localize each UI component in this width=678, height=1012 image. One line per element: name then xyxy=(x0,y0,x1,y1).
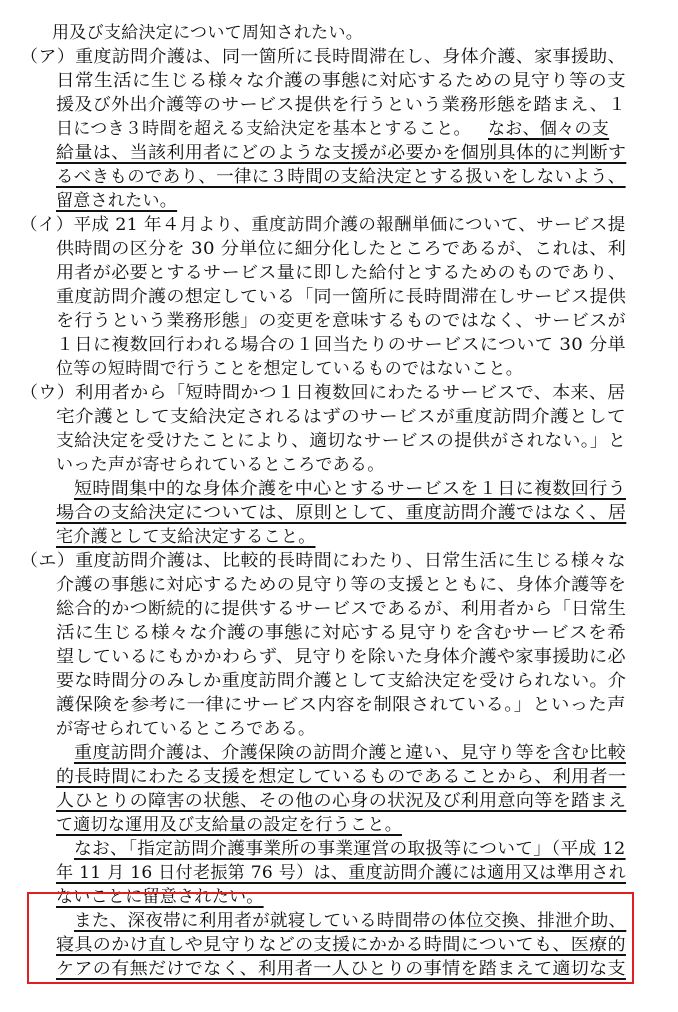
text-line: 位等の短時間で行うことを想定しているものではないこと。 xyxy=(56,359,524,379)
text-line: 要な時間分のみしか重度訪問介護として支給決定を受けられない。介 xyxy=(56,671,627,691)
text-line: 活に生じる様々な介護の事態に対応する見守りを含むサービスを希 xyxy=(56,623,627,643)
text-line: 場合の支給決定については、原則として、重度訪問介護ではなく、居 xyxy=(56,503,627,523)
text-line: １日に複数回行われる場合の１回当たりのサービスについて 30 分単 xyxy=(56,335,626,355)
text-line: 的長時間にわたる支援を想定しているものであることから、利用者一 xyxy=(56,767,627,787)
text-line: 日常生活に生じる様々な介護の事態に対応するための見守り等の支 xyxy=(56,71,627,91)
text-line: 用及び支給決定について周知されたい。 xyxy=(52,23,364,43)
text-line: なお、「指定訪問介護事業所の事業運営の取扱等について」（平成 12 xyxy=(74,839,626,859)
text-line: （イ）平成 21 年４月より、重度訪問介護の報酬単価について、サービス提 xyxy=(20,215,626,235)
text-line: 総合的かつ断続的に提供するサービスであるが、利用者から「日常生 xyxy=(56,599,627,619)
text-line: 寝具のかけ直しや見守りなどの支援にかかる時間についても、医療的 xyxy=(56,935,626,955)
text-line: を行うという業務形態」の変更を意味するものではなく、サービスが xyxy=(56,311,626,331)
text-line: ケアの有無だけでなく、利用者一人ひとりの事情を踏まえて適切な支 xyxy=(56,959,626,979)
text-line: 宅介護として支給決定されるはずのサービスが重度訪問介護として xyxy=(56,407,627,427)
text-line: 日につき３時間を超える支給決定を基本とすること。 xyxy=(56,119,471,139)
text-line: また、深夜帯に利用者が就寝している時間帯の体位交換、排泄介助、 xyxy=(74,911,627,931)
text-line: 留意されたい。 xyxy=(56,191,178,211)
text-line: 望しているにもかかわらず、見守りを除いた身体介護や家事援助に必 xyxy=(56,647,626,667)
text-line: 介護の事態に対応するための見守り等の支援とともに、身体介護等を xyxy=(56,575,627,595)
text-line: 年 11 月 16 日付老振第 76 号）は、重度訪問介護には適用又は準用され xyxy=(56,863,627,883)
text-line: なお、個々の支 xyxy=(488,119,610,139)
text-line: 用者が必要とするサービス量に即した給付とするためのものであり、 xyxy=(56,263,627,283)
text-line: が寄せられているところである。 xyxy=(56,719,316,739)
text-line: （ア）重度訪問介護は、同一箇所に長時間滞在し、身体介護、家事援助、 xyxy=(20,47,626,67)
text-line: 人ひとりの障害の状態、その他の心身の状況及び利用意向等を踏まえ xyxy=(56,791,627,811)
text-line: 供時間の区分を 30 分単位に細分化したところであるが、これは、利 xyxy=(56,239,627,259)
text-line: 重度訪問介護の想定している「同一箇所に長時間滞在しサービス提供 xyxy=(56,287,627,307)
text-line: ないことに留意されたい。 xyxy=(56,887,264,907)
text-line: 宅介護として支給決定すること。 xyxy=(56,527,316,547)
text-line: （ウ）利用者から「短時間かつ１日複数回にわたるサービスで、本来、居 xyxy=(20,383,626,403)
text-line: るべきものであり、一律に３時間の支給決定とする扱いをしないよう、 xyxy=(56,167,626,187)
text-line: いった声が寄せられているところである。 xyxy=(56,455,385,475)
text-line: 短時間集中的な身体介護を中心とするサービスを１日に複数回行う xyxy=(74,479,627,499)
text-line: （エ）重度訪問介護は、比較的長時間にわたり、日常生活に生じる様々な xyxy=(20,551,626,571)
text-line: 護保険を参考に一律にサービス内容を制限されている。」といった声 xyxy=(56,695,626,715)
text-line: 給量は、当該利用者にどのような支援が必要かを個別具体的に判断す xyxy=(56,143,627,163)
text-line: 重度訪問介護は、介護保険の訪問介護と違い、見守り等を含む比較 xyxy=(74,743,627,763)
text-line: て適切な運用及び支給量の設定を行うこと。 xyxy=(56,815,402,835)
red-highlight-box xyxy=(27,892,634,984)
text-line: 援及び外出介護等のサービス提供を行うという業務形態を踏まえ、１ xyxy=(56,95,627,115)
text-line: 支給決定を受けたことにより、適切なサービスの提供がされない。」と xyxy=(56,431,627,451)
